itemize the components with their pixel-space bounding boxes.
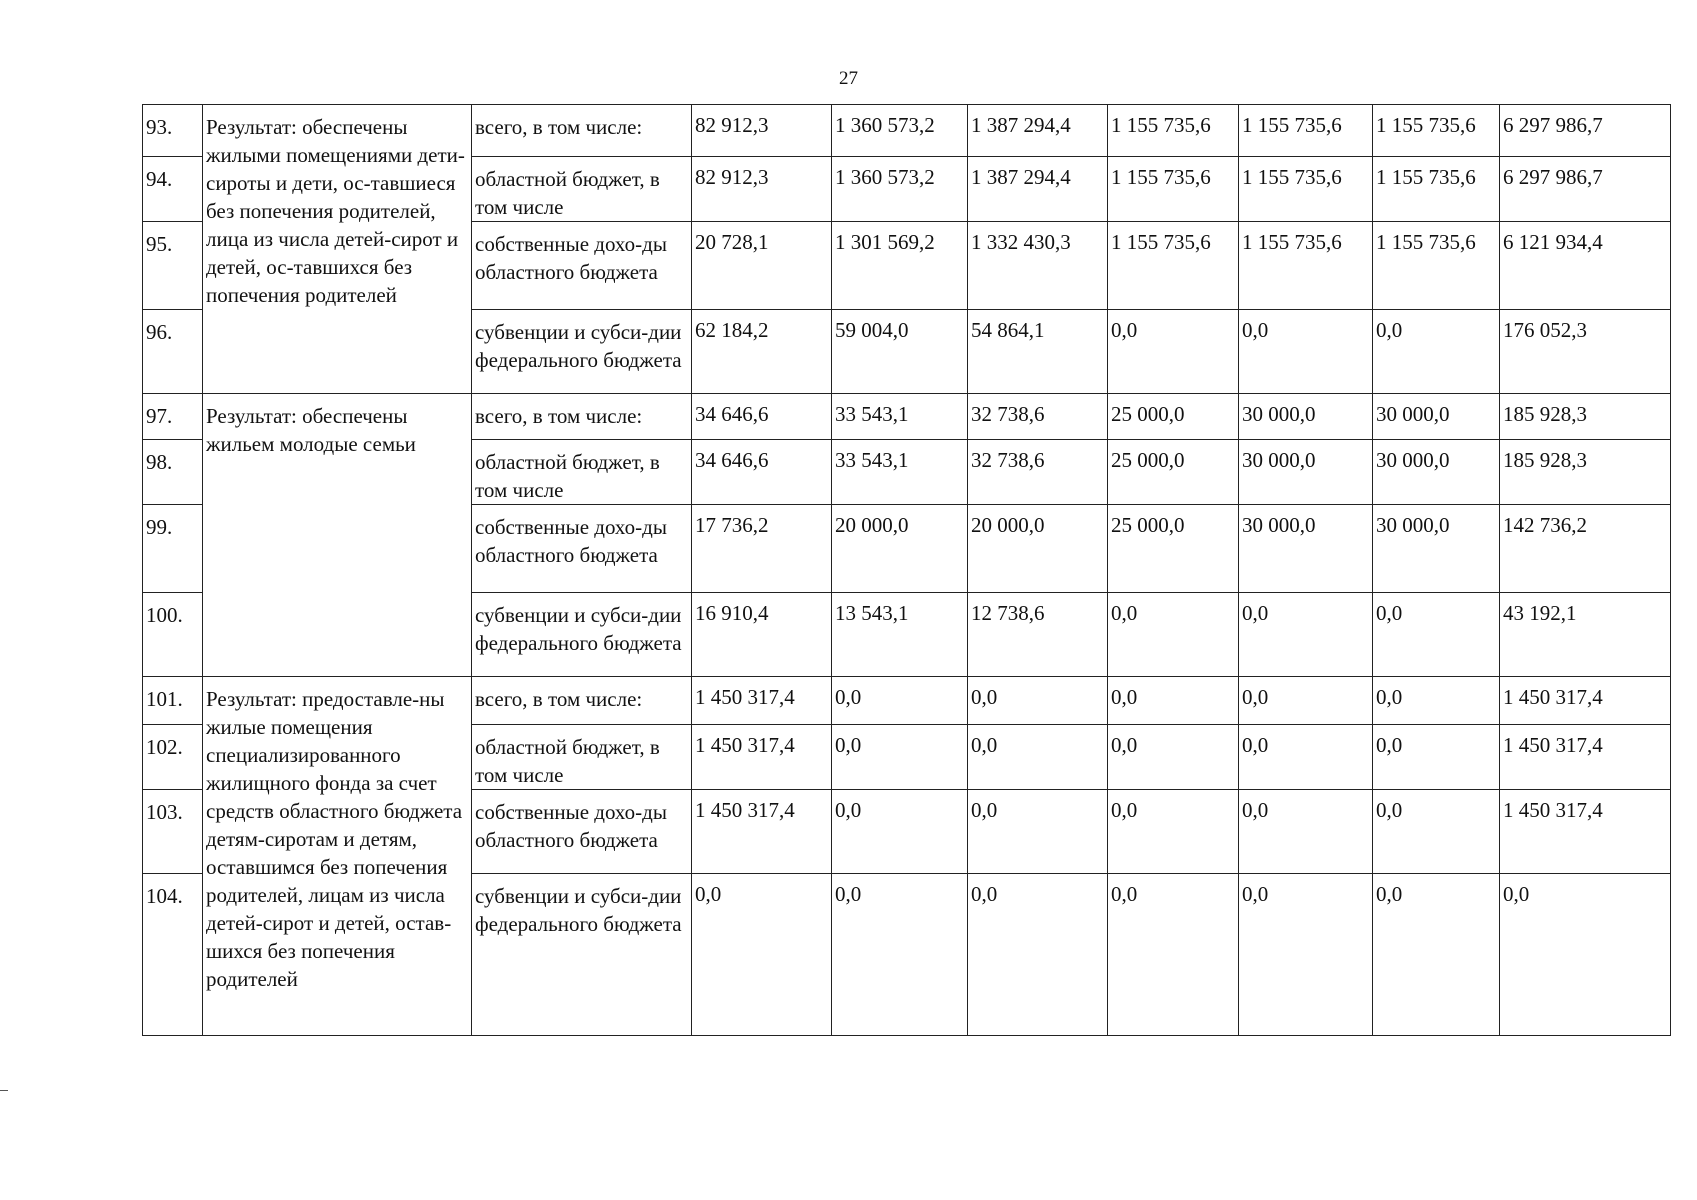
row-number: 101. [143, 677, 203, 725]
row-number: 95. [143, 222, 203, 310]
year-value: 0,0 [1373, 874, 1500, 1036]
year-value: 25 000,0 [1108, 394, 1239, 440]
year-value: 1 360 573,2 [832, 105, 968, 157]
year-value: 0,0 [1373, 677, 1500, 725]
total-value: 185 928,3 [1500, 394, 1671, 440]
total-value: 1 450 317,4 [1500, 677, 1671, 725]
year-value: 0,0 [1373, 725, 1500, 790]
year-value: 25 000,0 [1108, 505, 1239, 593]
total-value: 185 928,3 [1500, 440, 1671, 505]
year-value: 1 155 735,6 [1239, 157, 1373, 222]
year-value: 0,0 [968, 790, 1108, 874]
year-value: 0,0 [1239, 874, 1373, 1036]
row-number: 98. [143, 440, 203, 505]
year-value: 0,0 [1108, 593, 1239, 677]
funding-source: субвенции и субси-дии федерального бюджета [472, 874, 692, 1036]
total-value: 6 297 986,7 [1500, 157, 1671, 222]
year-value: 0,0 [832, 874, 968, 1036]
year-value: 0,0 [1239, 725, 1373, 790]
year-value: 33 543,1 [832, 440, 968, 505]
result-description: Результат: обеспечены жилыми помещениями дети-сироты и дети, ос-тавшиеся без попечения родителей, лица из числа детей-сирот и детей, ос-тавшихся без попечения родителей [203, 105, 472, 394]
year-value: 0,0 [968, 677, 1108, 725]
year-value: 0,0 [1108, 874, 1239, 1036]
row-number: 97. [143, 394, 203, 440]
year-value: 1 155 735,6 [1108, 222, 1239, 310]
year-value: 1 450 317,4 [692, 677, 832, 725]
year-value: 1 301 569,2 [832, 222, 968, 310]
table-row [143, 394, 1671, 440]
year-value: 0,0 [1373, 790, 1500, 874]
year-value: 0,0 [1239, 593, 1373, 677]
year-value: 20 000,0 [968, 505, 1108, 593]
year-value: 30 000,0 [1373, 440, 1500, 505]
year-value: 16 910,4 [692, 593, 832, 677]
total-value: 176 052,3 [1500, 310, 1671, 394]
year-value: 1 450 317,4 [692, 790, 832, 874]
year-value: 0,0 [1108, 310, 1239, 394]
year-value: 1 360 573,2 [832, 157, 968, 222]
total-value: 1 450 317,4 [1500, 790, 1671, 874]
funding-source: субвенции и субси-дии федерального бюджета [472, 593, 692, 677]
total-value: 43 192,1 [1500, 593, 1671, 677]
year-value: 1 155 735,6 [1108, 105, 1239, 157]
year-value: 0,0 [832, 790, 968, 874]
year-value: 25 000,0 [1108, 440, 1239, 505]
table-row [143, 105, 1671, 157]
row-number: 100. [143, 593, 203, 677]
year-value: 1 155 735,6 [1239, 105, 1373, 157]
year-value: 30 000,0 [1373, 394, 1500, 440]
year-value: 0,0 [1108, 790, 1239, 874]
row-number: 102. [143, 725, 203, 790]
result-description: Результат: обеспечены жильем молодые семьи [203, 394, 472, 677]
row-number: 93. [143, 105, 203, 157]
funding-source: областной бюджет, в том числе [472, 157, 692, 222]
table-row [143, 677, 1671, 725]
row-number: 96. [143, 310, 203, 394]
year-value: 0,0 [832, 725, 968, 790]
year-value: 1 155 735,6 [1373, 105, 1500, 157]
year-value: 30 000,0 [1239, 394, 1373, 440]
funding-source: областной бюджет, в том числе [472, 440, 692, 505]
year-value: 20 000,0 [832, 505, 968, 593]
year-value: 30 000,0 [1239, 505, 1373, 593]
year-value: 62 184,2 [692, 310, 832, 394]
year-value: 13 543,1 [832, 593, 968, 677]
year-value: 1 155 735,6 [1373, 157, 1500, 222]
year-value: 34 646,6 [692, 440, 832, 505]
year-value: 30 000,0 [1373, 505, 1500, 593]
row-number: 103. [143, 790, 203, 874]
year-value: 12 738,6 [968, 593, 1108, 677]
year-value: 17 736,2 [692, 505, 832, 593]
year-value: 32 738,6 [968, 440, 1108, 505]
year-value: 0,0 [1239, 310, 1373, 394]
year-value: 82 912,3 [692, 105, 832, 157]
year-value: 1 450 317,4 [692, 725, 832, 790]
year-value: 1 155 735,6 [1373, 222, 1500, 310]
year-value: 1 387 294,4 [968, 105, 1108, 157]
total-value: 6 121 934,4 [1500, 222, 1671, 310]
year-value: 33 543,1 [832, 394, 968, 440]
year-value: 0,0 [1108, 677, 1239, 725]
funding-source: всего, в том числе: [472, 105, 692, 157]
total-value: 0,0 [1500, 874, 1671, 1036]
funding-source: всего, в том числе: [472, 677, 692, 725]
year-value: 34 646,6 [692, 394, 832, 440]
year-value: 30 000,0 [1239, 440, 1373, 505]
year-value: 0,0 [1239, 790, 1373, 874]
funding-source: всего, в том числе: [472, 394, 692, 440]
year-value: 0,0 [968, 874, 1108, 1036]
total-value: 1 450 317,4 [1500, 725, 1671, 790]
row-number: 104. [143, 874, 203, 1036]
funding-source: собственные дохо-ды областного бюджета [472, 790, 692, 874]
total-value: 142 736,2 [1500, 505, 1671, 593]
year-value: 1 155 735,6 [1239, 222, 1373, 310]
year-value: 0,0 [1239, 677, 1373, 725]
result-description: Результат: предоставле-ны жилые помещения специализированного жилищного фонда за счет средств областного бюджета детям-сиротам и детям, оставшимся без попечения родителей, лицам из числа детей-сирот и детей, остав-шихся без попечения родителей [203, 677, 472, 1036]
funding-source: собственные дохо-ды областного бюджета [472, 222, 692, 310]
page-number: 27 [839, 68, 858, 89]
funding-source: субвенции и субси-дии федерального бюджета [472, 310, 692, 394]
year-value: 1 332 430,3 [968, 222, 1108, 310]
funding-source: областной бюджет, в том числе [472, 725, 692, 790]
year-value: 0,0 [1373, 310, 1500, 394]
year-value: 54 864,1 [968, 310, 1108, 394]
year-value: 1 387 294,4 [968, 157, 1108, 222]
year-value: 0,0 [968, 725, 1108, 790]
year-value: 1 155 735,6 [1108, 157, 1239, 222]
year-value: 59 004,0 [832, 310, 968, 394]
funding-source: собственные дохо-ды областного бюджета [472, 505, 692, 593]
margin-mark [0, 1090, 8, 1091]
year-value: 0,0 [832, 677, 968, 725]
year-value: 0,0 [1373, 593, 1500, 677]
year-value: 20 728,1 [692, 222, 832, 310]
total-value: 6 297 986,7 [1500, 105, 1671, 157]
year-value: 82 912,3 [692, 157, 832, 222]
year-value: 0,0 [692, 874, 832, 1036]
budget-table [142, 104, 1671, 1036]
year-value: 0,0 [1108, 725, 1239, 790]
row-number: 94. [143, 157, 203, 222]
year-value: 32 738,6 [968, 394, 1108, 440]
row-number: 99. [143, 505, 203, 593]
